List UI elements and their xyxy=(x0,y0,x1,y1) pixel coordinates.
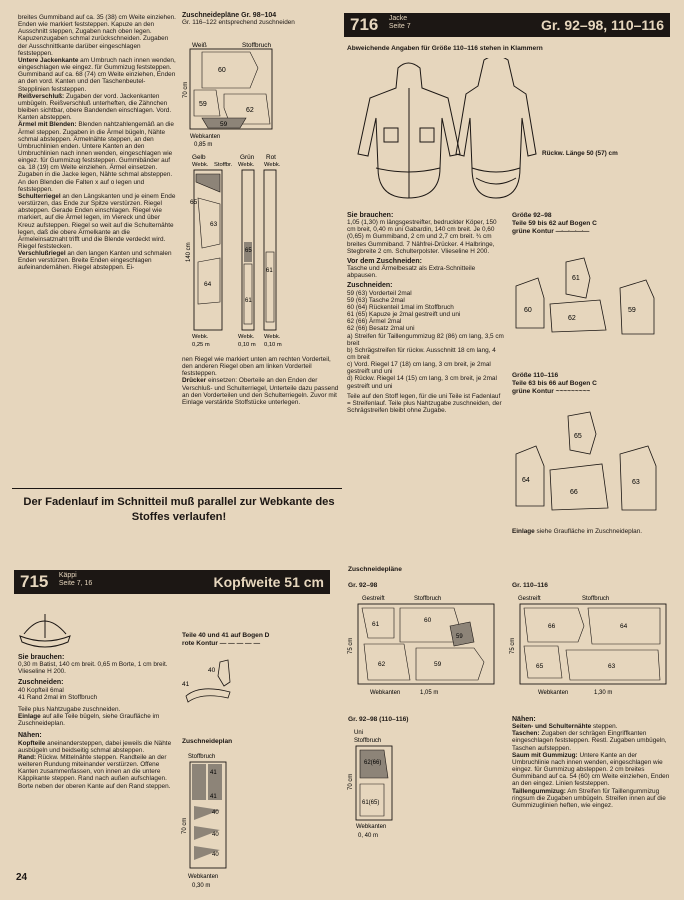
pattern-pieces-92 xyxy=(510,248,670,344)
pattern-piece xyxy=(364,644,410,680)
plan-length: 140 cm xyxy=(186,242,192,262)
plan-length: 75 cm xyxy=(348,637,354,654)
left-paragraph: Reißverschluß: Zugaben der vord. Jackenkanten umbügeln. Reißverschluß unterheften, die Zähnchen bleiben sichtbar, obere Bandenden einschlagen. Vord. Kanten absteppen. xyxy=(18,92,172,122)
cut-note: Teile auf den Stoff legen, für die uni Teile ist Fadenlauf = Streifenlauf. Teile plus Nahtzugabe zuschneiden, der Schrägstreifen bleibt ohne Zugabe. xyxy=(347,392,502,415)
mid-paragraph: Drücker einsetzen: Oberteile an den Enden der Verschluß- und Schulterriegel, Unterteile dazu passend an den Vorderteilen und den Schulterriegeln. Zuvor mit Einlage verstärkte Stoffstücke unterlegen. xyxy=(182,377,339,406)
pattern-name-block xyxy=(59,572,92,588)
left-paragraph: Ärmel mit Blenden: Blenden nahtzahlengemäß an die Ärmel steppen. Zugaben in die Ärmel bügeln, Nähte schmal absteppen. Ärmelnähte steppen, an den Umbruchlinien enden. Untere Kanten an den Umbruchlinien nach innen wenden, eingeschlagen wie eingez. für Gummizug feststeppen. Gummibänder auf ca. 18 (19) cm Weite einziehen. Ärmel einsetzen. Zugaben in die Jacke legen, Nähte schmal absteppen. An den Blenden die Falten x auf o legen und feststeppen. xyxy=(18,121,174,193)
einlage-note xyxy=(512,528,670,535)
plan-width: 0,10 m xyxy=(238,342,256,348)
piece-number: 60 xyxy=(218,67,226,74)
plan-length: 70 cm xyxy=(183,81,189,98)
piece-number: 40 xyxy=(212,852,219,858)
page-number: 24 xyxy=(16,872,28,883)
pattern-piece xyxy=(186,689,230,702)
piece-number: 65 xyxy=(190,199,198,206)
piece-number: 60 xyxy=(424,617,432,624)
cap-text-column xyxy=(18,654,176,790)
piece-number: 62 xyxy=(246,107,254,114)
cap-pattern-pieces xyxy=(180,656,260,706)
plan-b-title: Gr. 110–116 xyxy=(512,582,548,589)
plan-a-title: Gr. 92–98 xyxy=(348,582,378,589)
step-label: Rand: xyxy=(18,753,37,761)
piece-number: 64 xyxy=(620,623,628,630)
plan-label: Webkanten xyxy=(188,874,219,880)
plan-label: Webk. xyxy=(264,162,281,168)
jacket-plan-110 xyxy=(508,592,672,704)
pattern-piece xyxy=(550,464,608,510)
pattern-piece xyxy=(620,446,656,510)
piece-number: 64 xyxy=(522,477,530,484)
piece-number: 62(66) xyxy=(364,760,382,766)
piece-number: 41 xyxy=(210,794,217,800)
pattern-piece xyxy=(620,280,654,334)
cut-item: 62 (66) Ärmel 2mal xyxy=(347,318,402,326)
piece-number: 63 xyxy=(608,663,616,670)
before-cut-text: Tasche und Ärmelbesatz als Extra-Schnitteile abpausen. xyxy=(347,265,476,280)
plan-label: Webk. xyxy=(238,162,255,168)
size-block-92 xyxy=(512,212,672,236)
piece-number: 62 xyxy=(378,661,386,668)
cut-item: c) Vord. Riegel 17 (18) cm lang, 3 cm breit, je 2mal gestreift und uni xyxy=(347,361,491,376)
einlage-text: auf alle Teile bügeln, siehe Graufläche im Zuschneideplan. xyxy=(18,713,160,728)
cap-materials: 0,30 m Batist, 140 cm breit. 0,65 m Borte, 1 cm breit. Vlieseline H 200. xyxy=(18,661,168,676)
plan-label: Stoffbruch xyxy=(582,596,610,602)
waist-line xyxy=(376,168,440,172)
plan-label: Webk. xyxy=(264,334,281,340)
plan-label: Webkanten xyxy=(538,690,569,696)
pattern-piece xyxy=(524,646,562,678)
piece-number: 61(65) xyxy=(362,800,380,806)
pattern-piece xyxy=(516,278,544,328)
step-text: aneinandersteppen, dabei jeweils die Nähte ausbügeln und beidseitig schmal absteppen. xyxy=(18,739,172,754)
parts-sheet: Teile 40 und 41 auf Bogen D xyxy=(182,632,270,639)
cut-item: 60 (64) Rückenteil 1mal im Stoffbruch xyxy=(347,303,454,311)
size-block-110 xyxy=(512,372,672,396)
step-text: Zugaben der schrägen Eingriffkanten eingeschlagen feststeppen. Restl. Zugaben umbügeln, Taschen aufsteppen. xyxy=(512,730,667,752)
plans-heading: Zuschneidepläne Gr. 98–104 xyxy=(182,12,277,19)
step-label: Taillengummizug: xyxy=(512,787,566,795)
step-text: Am Streifen für Taillengummizug ringsum die Zugaben umbügeln. Streifen innen auf die Gummizuglinien heften, wie eingez. xyxy=(512,787,666,809)
piece-number: 59 xyxy=(199,101,207,108)
head-size: Kopfweite 51 cm xyxy=(213,574,324,590)
contour-label: grüne Kontur xyxy=(512,388,554,395)
plan-label: Stoffbruch xyxy=(188,754,216,760)
left-paragraph: breites Gummiband auf ca. 35 (38) cm Weite einziehen. Enden wie markiert feststeppen. Kapuze an den Ausschnitt steppen, Zugaben nach oben legen. Kapuzenzugaben schmal zurückschneiden. Zugaben der Ausschnittkante darüber eingeschlagen feststeppen. xyxy=(18,14,176,57)
piece-number: 61 xyxy=(572,275,580,282)
size-sheet: Teile 63 bis 66 auf Bogen C xyxy=(512,380,597,387)
cut-item: 41 Rand 2mal im Stoffbruch xyxy=(18,693,98,701)
jacket-sewing-steps xyxy=(512,716,670,809)
piece-number: 41 xyxy=(182,681,190,688)
piece-number: 63 xyxy=(210,221,218,228)
piece-number: 66 xyxy=(548,623,556,630)
grain-notice: Der Fadenlauf im Schnitteil muß parallel zur Webkante des Stoffes verlaufen! xyxy=(23,496,335,523)
cap-illustration xyxy=(16,606,74,650)
piece-number: 40 xyxy=(208,667,216,674)
plan-label: Webkanten xyxy=(370,690,401,696)
step-text: Rückw. Mittelnähte steppen. Randteile an der weiteren Rundung miteinander verstürzen. Offene Kanten zusammenfassen, von innen an die untere Käppikante steppen. Rand nach außen aufschlagen. Borte neben der oberen Kante auf den Rand steppen. xyxy=(18,753,171,790)
hem-line xyxy=(476,178,516,184)
piece-number: 65 xyxy=(536,663,544,670)
plan-label: Webkanten xyxy=(190,134,221,140)
section-heading: Sie brauchen: xyxy=(347,212,394,219)
mid-plans-title xyxy=(182,12,342,26)
jacket-banner xyxy=(344,13,670,37)
plan-width: 0,85 m xyxy=(194,142,213,148)
piece-number: 61 xyxy=(266,268,273,274)
plan-length: 70 cm xyxy=(182,817,188,834)
piece-number: 64 xyxy=(204,281,212,288)
mid-text-column xyxy=(182,356,340,406)
cut-item: 59 (63) Tasche 2mal xyxy=(347,296,405,304)
cut-item: 59 (63) Vorderteil 2mal xyxy=(347,289,412,297)
size-contour xyxy=(512,388,672,396)
pattern-page: Seite 7, 16 xyxy=(58,580,93,587)
section-heading: Nähen: xyxy=(512,716,536,723)
size-sheet: Teile 59 bis 62 auf Bogen C xyxy=(512,220,597,227)
piece-number: 41 xyxy=(210,770,217,776)
jacket-banner-left xyxy=(350,15,411,35)
plan-frame xyxy=(194,170,222,330)
cut-item: 62 (66) Besatz 2mal uni xyxy=(347,325,415,333)
plan-frame xyxy=(190,49,272,129)
plan-width: 0, 40 m xyxy=(358,833,379,839)
einlage-label: Einlage xyxy=(512,528,535,535)
cut-list xyxy=(347,290,505,390)
cap-note: Teile plus Nahtzugabe zuschneiden. xyxy=(18,705,121,713)
plan-label: Webkanten xyxy=(356,824,387,830)
jacket-back xyxy=(456,58,536,198)
pattern-piece xyxy=(218,660,230,686)
plan-width: 0,30 m xyxy=(192,883,211,889)
piece-number: 59 xyxy=(220,121,228,128)
piece-number: 65 xyxy=(245,248,252,254)
pattern-sizes: Gr. 92–98, 110–116 xyxy=(540,17,664,33)
back-length: Rückw. Länge 50 (57) cm xyxy=(542,150,618,157)
cutting-plan-white xyxy=(180,38,340,150)
pattern-piece xyxy=(192,764,206,800)
step-label: Saum mit Gummizug: xyxy=(512,751,578,759)
pattern-piece xyxy=(266,252,274,322)
pocket xyxy=(420,128,434,142)
plan-label: Webk. xyxy=(192,162,209,168)
plan-label: Stoffbruch xyxy=(354,738,382,744)
piece-number: 40 xyxy=(212,810,219,816)
einlage-text: siehe Graufläche im Zuschneideplan. xyxy=(536,528,643,535)
plan-length: 70 cm xyxy=(348,773,354,790)
piece-number: 61 xyxy=(372,621,380,628)
contour-label: rote Kontur xyxy=(182,640,218,647)
cut-item: 61 (65) Kapuze je 2mal gestreift und uni xyxy=(347,311,461,319)
waist-line xyxy=(472,168,520,172)
piece-number: 60 xyxy=(524,307,532,314)
plan-label: Stoffbr. xyxy=(214,162,233,168)
piece-number: 63 xyxy=(632,479,640,486)
plan-label: Weiß xyxy=(192,42,207,49)
pattern-piece xyxy=(194,90,220,116)
step-label: Kopfteile xyxy=(18,739,46,747)
plan-length: 75 cm xyxy=(510,637,516,654)
contour-sample: —·—·—·—·— xyxy=(555,228,589,235)
plan-label: Uni xyxy=(354,730,364,736)
pocket xyxy=(384,128,398,142)
section-heading: Nähen: xyxy=(18,732,42,740)
cap-banner xyxy=(14,570,330,594)
piece-number: 59 xyxy=(628,307,636,314)
piece-number: 65 xyxy=(574,433,582,440)
pattern-pieces-110 xyxy=(510,410,670,518)
plan-label: Stoffbruch xyxy=(242,42,272,49)
pattern-piece xyxy=(550,300,606,332)
plan-label: Rot xyxy=(266,154,276,161)
cut-item: a) Streifen für Taillengummizug 82 (86) cm lang, 3,5 cm breit xyxy=(347,332,504,347)
cutting-plan-colors xyxy=(180,152,340,348)
pattern-piece xyxy=(202,52,258,88)
materials-text: 1,05 (1,30) m längsgestreifter, bedruckter Köper, 150 cm breit, 0,40 m uni Gabardin, 140 cm breit. Je 0,60 (0,65) m Gummiband, 2 cm und 2,7 cm breit. ¾ cm breites Gummiband. 7 Nähfrei-Drücker. 4 Halbringe, Stegbreite 2 cm. Schulterpolster. Vlieseline H 200. xyxy=(347,219,497,255)
pattern-piece xyxy=(516,446,544,506)
jacket-illustration xyxy=(348,58,538,208)
jacket-plan-uni xyxy=(344,726,464,842)
cap-banner-left xyxy=(20,572,92,592)
section-heading: Vor dem Zuschneiden: xyxy=(347,257,422,265)
plan-label: Stoffbruch xyxy=(414,596,442,602)
pattern-piece xyxy=(416,648,484,680)
cap-plan-title: Zuschneideplan xyxy=(182,738,233,745)
parts-contour xyxy=(182,640,340,648)
jacket-plan-92 xyxy=(344,592,504,704)
left-paragraph: Verschlußriegel an den langen Kanten und schmalen Enden verstürzen. Breite Enden eingeschlagen aufeinandernähen. Riegel absteppen. Ei- xyxy=(18,250,172,272)
jacket-subheading: Abweichende Angaben für Größe 110–116 stehen in Klammern xyxy=(347,45,543,52)
pattern-name-block xyxy=(389,15,411,31)
piece-number: 61 xyxy=(245,298,252,304)
left-paragraph: Untere Jackenkante am Umbruch nach innen wenden, eingeschlagen wie eingez. für Gummizug feststeppen. Gummiband auf ca. 68 (74) cm Weite einziehen, Enden an den vord. Kanten und den Taschenbeutel-Stepplinien feststeppen. xyxy=(18,56,176,93)
left-text-column xyxy=(18,14,176,272)
plan-label: Webk. xyxy=(192,334,209,340)
contour-label: grüne Kontur xyxy=(512,228,554,235)
step-text: steppen. xyxy=(592,723,618,731)
pattern-number: 715 xyxy=(20,572,49,591)
cut-item: 40 Kopfteil 6mal xyxy=(18,686,64,694)
plan-width: 1,30 m xyxy=(594,690,613,696)
pattern-piece xyxy=(568,412,596,454)
plans-subheading: Gr. 116–122 entsprechend zuschneiden xyxy=(182,19,295,26)
plan-label: Gestreift xyxy=(362,596,385,602)
size-contour xyxy=(512,228,672,236)
section-heading: Zuschneiden: xyxy=(18,679,64,687)
section-heading: Zuschneiden: xyxy=(347,282,393,290)
jacket-materials xyxy=(347,212,505,414)
pattern-number: 716 xyxy=(350,15,379,34)
plan-label: Gelb xyxy=(192,154,206,161)
mid-paragraph: nen Riegel wie markiert unten am rechten Vorderteil, den anderen Riegel oben am linken Vorderteil feststeppen. xyxy=(182,356,331,378)
einlage-label: Einlage xyxy=(18,713,41,721)
pattern-piece xyxy=(196,174,220,192)
step-label: Seiten- und Schulternähte xyxy=(512,723,592,731)
piece-number: 62 xyxy=(568,315,576,322)
step-label: Taschen: xyxy=(512,730,540,738)
plan-width: 0,25 m xyxy=(192,342,210,348)
cut-item: b) Schrägstreifen für rückw. Ausschnitt 18 cm lang, 4 cm breit xyxy=(347,346,496,361)
step-text: Untere Kante an der Umbruchlinie nach innen wenden, eingeschlagen wie eingez. für Gummizug absteppen. 2 cm breites Gummiband auf ca. 54 (60) cm Weite einziehen, Enden an den eingez. Linien feststeppen. xyxy=(512,751,670,788)
plan-width: 1,05 m xyxy=(420,690,439,696)
jacket-plans-title: Zuschneidepläne xyxy=(348,566,402,573)
piece-number: 59 xyxy=(456,634,463,640)
left-paragraph: Schulterriegel an den Längskanten und je einem Ende verstürzen, das Ende zur Spitze verstürzen. Riegel absteppen. Gerade Enden einschlagen. Riegel wie markiert, auf die Ärmel legen, im Viereck und über Kreuz aufsteppen. Riegel so weit auf die Schulternähte legen, daß die obere Ärmelkante an die Ärmeleinsatznaht trifft und die Blende verdeckt wird. Riegel feststecken. xyxy=(18,192,176,250)
piece-number: 66 xyxy=(570,489,578,496)
plan-c-title: Gr. 92–98 (110–116) xyxy=(348,716,409,723)
pattern-piece xyxy=(400,608,460,642)
plan-width: 0,10 m xyxy=(264,342,282,348)
piece-number: 59 xyxy=(434,661,442,668)
notice-rule xyxy=(12,488,342,489)
plan-label: Grün xyxy=(240,154,255,161)
contour-sample: — — — — — xyxy=(219,640,261,647)
pattern-name: Jacke xyxy=(388,15,408,22)
pattern-name: Käppi xyxy=(58,572,77,579)
section-heading: Sie brauchen: xyxy=(18,654,65,661)
plan-label: Gestreift xyxy=(518,596,541,602)
piece-number: 40 xyxy=(212,832,219,838)
size-title: Größe 110–116 xyxy=(512,372,559,379)
cap-cutting-plan xyxy=(180,750,260,894)
plan-label: Webk. xyxy=(238,334,255,340)
size-title: Größe 92–98 xyxy=(512,212,552,219)
pattern-page: Seite 7 xyxy=(388,23,411,30)
contour-sample: ~~~~~~~~~ xyxy=(555,388,591,395)
pattern-piece xyxy=(244,264,252,324)
cut-item: d) Rückw. Riegel 14 (15) cm lang, 3 cm breit, je 2mal gestreift und uni xyxy=(347,375,497,390)
cap-parts-sheet xyxy=(182,632,340,648)
